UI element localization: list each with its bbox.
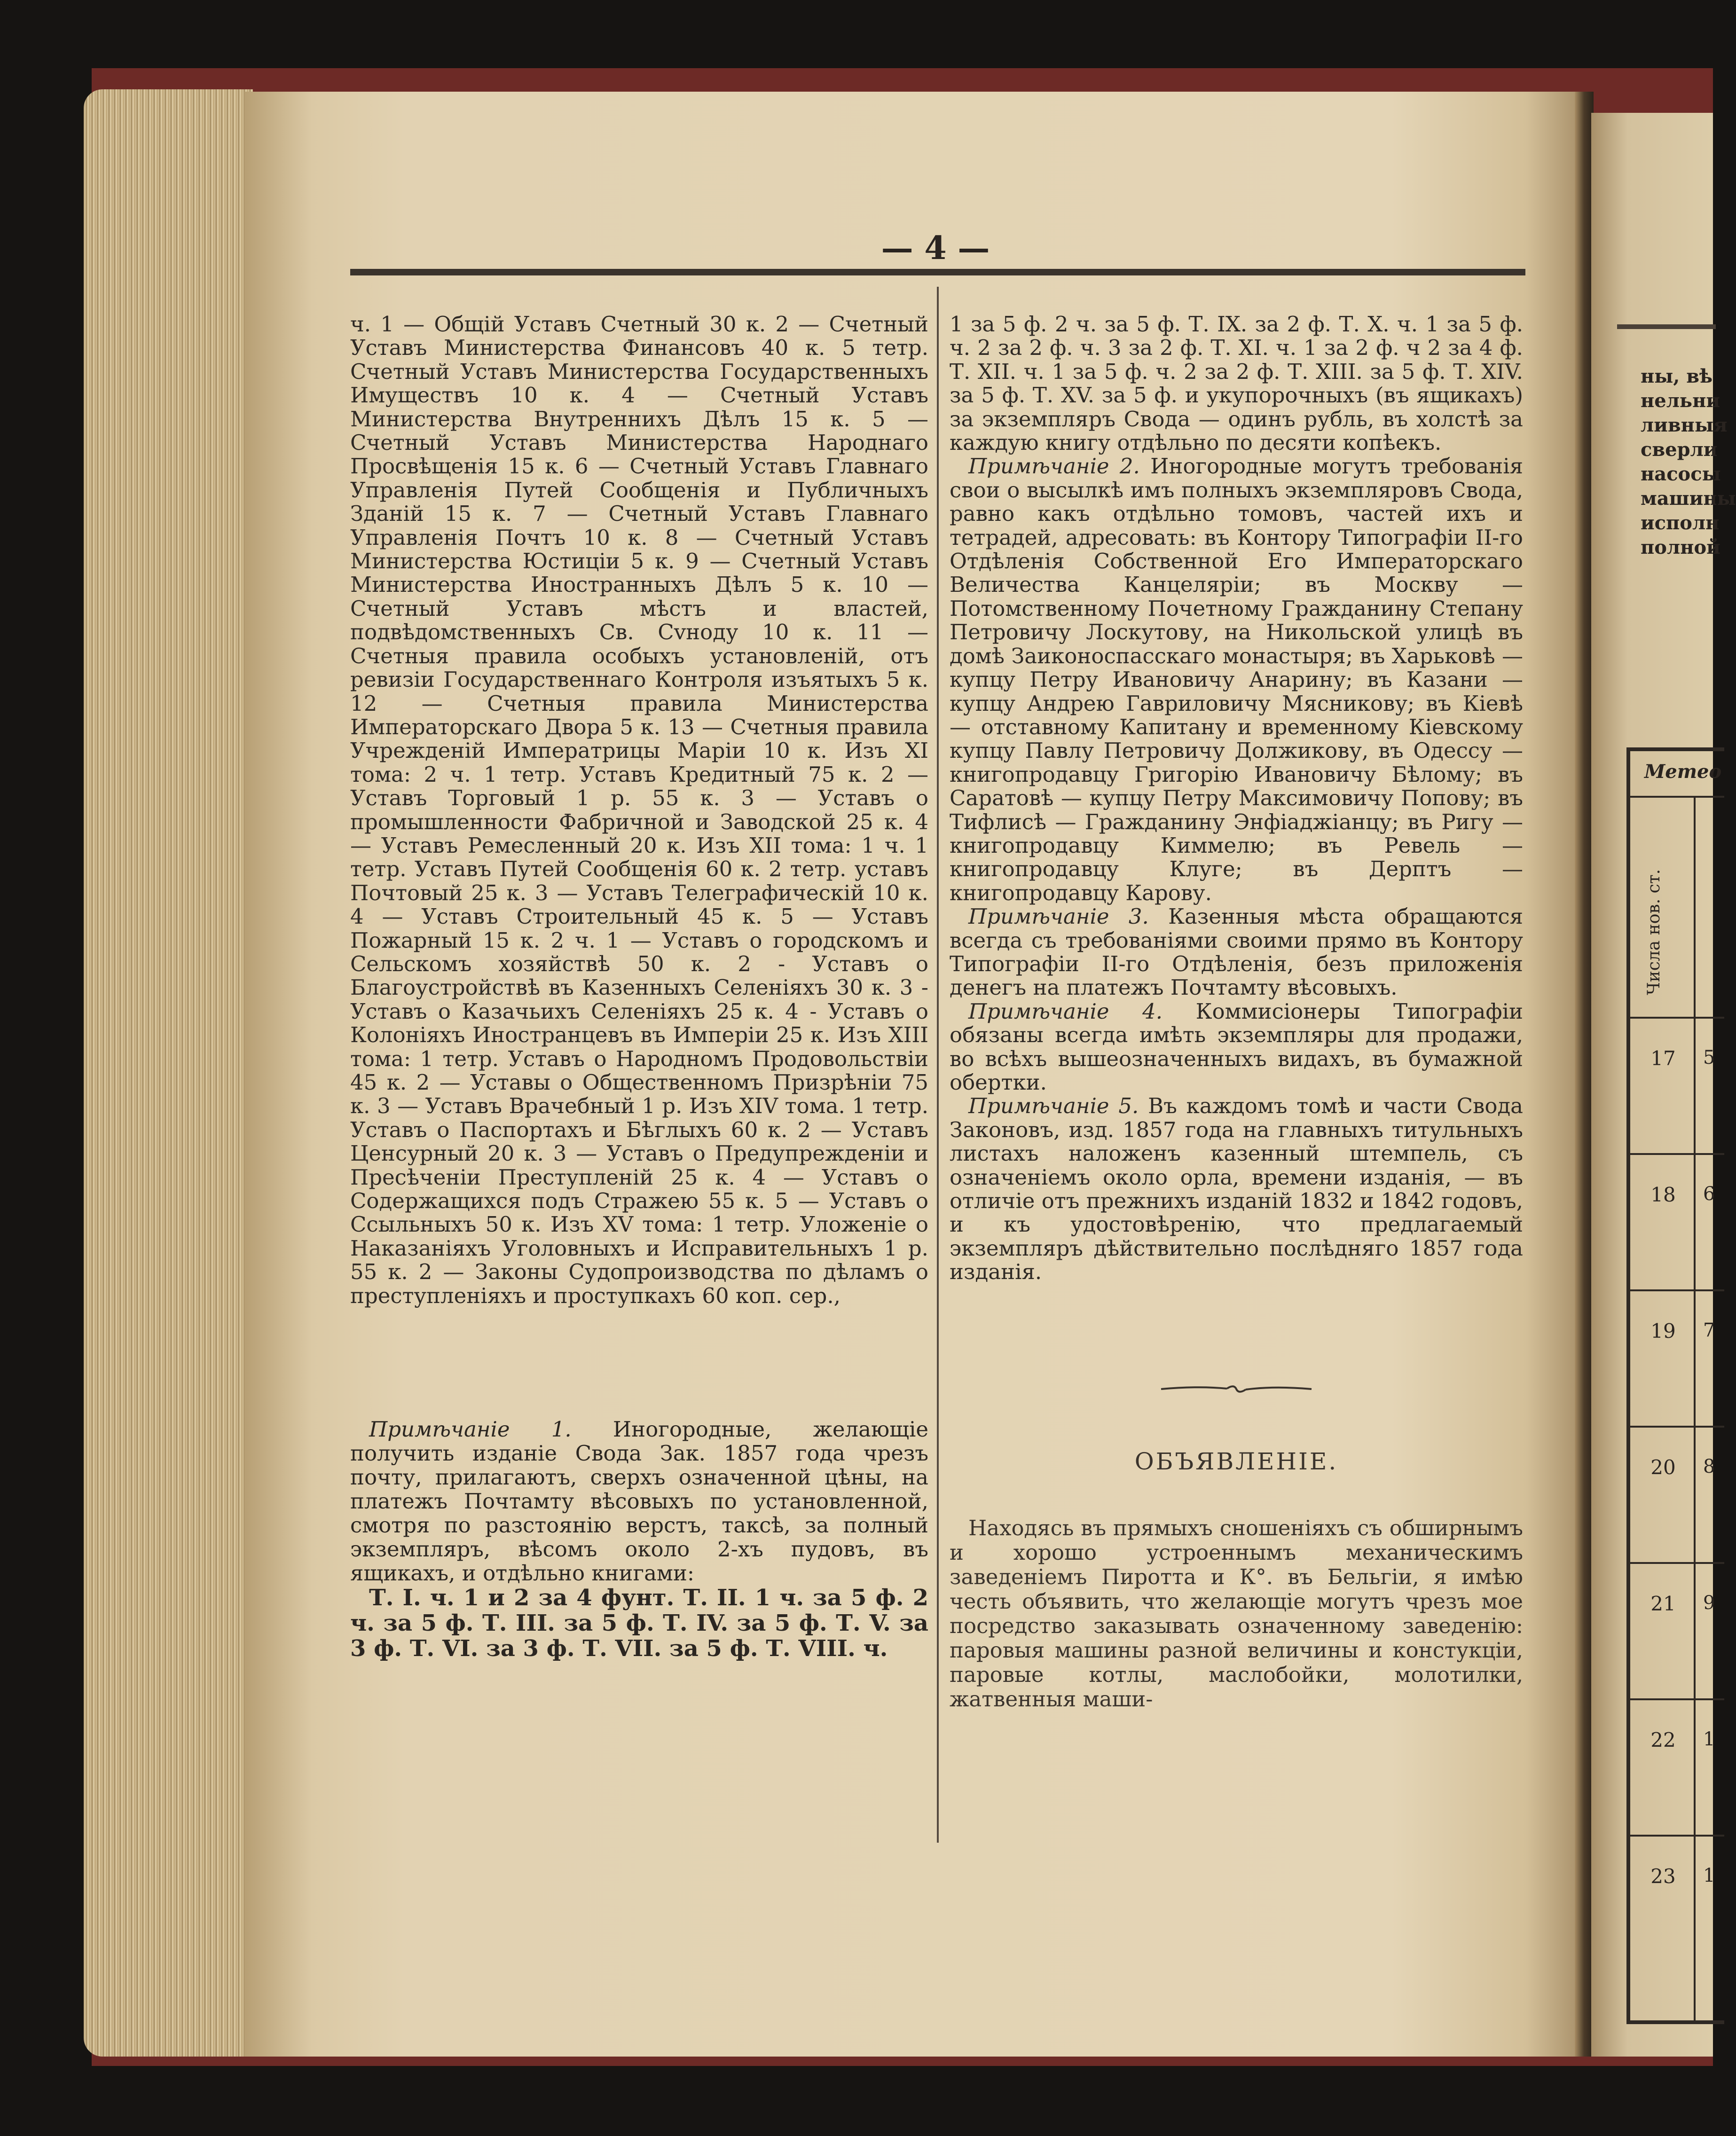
row-value: 1: [1703, 1728, 1715, 1750]
next-page-line: насосы: [1641, 463, 1721, 485]
table-row: [1630, 1426, 1724, 1536]
page-edges: [84, 89, 253, 2057]
page-number: — 4 —: [881, 229, 990, 267]
note-1-text: Иногородные, желающіе получить изданіе Свода Зак. 1857 года чрезъ почту, прилагаютъ, сверхъ означенной цѣны, на платежъ Почтамту вѣсовыхъ по установленной, смотря по разстоянію верстъ, таксѣ, за полный экземпляръ, вѣсомъ около 2-хъ пудовъ, въ ящикахъ, и отдѣльно книгами:: [350, 1417, 928, 1586]
weather-table-header: Метео: [1644, 761, 1722, 783]
next-page-line: ливныя: [1641, 414, 1728, 436]
note-4-text: Коммисіонеры Типографіи обязаны всегда имѣть экземпляры для продажи, во всѣхъ вышеозначенныхъ видахъ, въ бумажной обертки.: [950, 998, 1523, 1095]
table-row: [1630, 1289, 1724, 1399]
next-page-line: нельни: [1641, 390, 1720, 412]
row-value: 5: [1703, 1047, 1715, 1068]
table-row: [1630, 1698, 1724, 1808]
row-day: 22: [1650, 1728, 1676, 1751]
next-page-rule: [1617, 324, 1716, 329]
announcement-body: [950, 1516, 1523, 1712]
row-day: 18: [1650, 1183, 1676, 1206]
row-day: 19: [1650, 1319, 1676, 1343]
note-2-label: Примѣчаніе 2.: [968, 454, 1140, 479]
right-column: [950, 313, 1523, 1284]
next-page-line: полной: [1641, 536, 1720, 558]
left-column: [350, 313, 928, 1308]
table-row: [1630, 1562, 1724, 1672]
date-column-header: [1630, 796, 1724, 1019]
row-day: 23: [1650, 1865, 1676, 1888]
announcement-text: Находясь въ прямыхъ сношеніяхъ съ обширнымъ и хорошо устроеннымъ механическимъ заведеніемъ Пиротта и К°. въ Бельгіи, я имѣю честь объявить, что желающіе могутъ чрезъ мое посредство заказывать означенному заведенію: паровыя машины разной величины и констукціи, паровые котлы, маслобойки, молотилки, жатвенныя маши-: [950, 1516, 1523, 1712]
row-day: 21: [1650, 1592, 1676, 1615]
next-page-text: [1641, 364, 1736, 560]
note-5-text: Въ каждомъ томѣ и части Свода Законовъ, изд. 1857 года на главныхъ титульныхъ листахъ наложенъ казенный штемпель, съ означеніемъ около орла, времени изданія, — въ отличіе отъ прежнихъ изданій 1832 и 1842 годовъ, и къ удостовѣренію, что предлагаемый экземпляръ дѣйствительно послѣдняго 1857 года изданія.: [950, 1093, 1523, 1285]
note-2-text: Иногородные могутъ требованія свои о высылкѣ имъ полныхъ экземпляровъ Свода, равно какъ отдѣльно томовъ, частей ихъ и тетрадей, адресовать: въ Контору Типографіи II-го Отдѣленія Собственной Его Императорскаго Величества Канцеляріи; въ Москву — Потомственному Почетному Гражданину Степану Петровичу Лоскутову, на Никольской улицѣ въ домѣ Заиконоспасскаго монастыря; въ Харьковѣ — купцу Петру Ивановичу Анарину; въ Казани — купцу Андрею Гавриловичу Мясникову; въ Кіевѣ — отставному Капитану и временному Кіевскому купцу Павлу Петровичу Должикову, въ Одессу — книгопродавцу Григорію Ивановичу Бѣлому; въ Саратовѣ — купцу Петру Максимовичу Попову; въ Тифлисѣ — Гражданину Энфіаджіанцу; въ Ригу — книгопродавцу Киммелю; въ Ревель — книгопродавцу Клуге; въ Дерптъ — книгопродавцу Карову.: [950, 454, 1523, 905]
next-page: [1591, 113, 1736, 2057]
header-rule: [350, 269, 1525, 275]
row-value: 9: [1703, 1592, 1715, 1614]
next-page-line: сверли: [1641, 439, 1718, 461]
table-row: [1630, 1153, 1724, 1263]
continuation-text: 1 за 5 ф. 2 ч. за 5 ф. Т. IX. за 2 ф. Т. X. ч. 1 за 5 ф. ч. 2 за 2 ф. ч. 3 за 2 ф. Т. XI. ч. 1 за 2 ф. ч 2 за 4 ф. Т. XII. ч. 1 за 5 ф. ч. 2 за 2 ф. Т. XIII. за 5 ф. Т. XIV. за 5 ф. Т. XV. за 5 ф. и укупорочныхъ (въ ящикахъ) за экземпляръ Свода — одинъ рубль, въ холстѣ за каждую книгу отдѣльно по десяти копѣекъ.: [950, 312, 1523, 455]
date-column-label: Числа нов. ст.: [1644, 869, 1664, 995]
row-value: 6: [1703, 1183, 1715, 1205]
next-page-line: машины: [1641, 487, 1736, 510]
weather-table: [1626, 747, 1724, 2024]
note-3-label: Примѣчаніе 3.: [968, 904, 1149, 929]
column-divider: [937, 287, 939, 1843]
row-day: 17: [1650, 1047, 1676, 1070]
note-1-weights: Т. I. ч. 1 и 2 за 4 фунт. Т. II. 1 ч. за 5 ф. 2 ч. за 5 ф. Т. III. за 5 ф. Т. IV. за 5 ф. Т. V. за 3 ф. Т. VI. за 3 ф. Т. VII. за 5 ф. Т. VIII. ч.: [350, 1585, 928, 1662]
next-page-line: исполн: [1641, 512, 1720, 534]
row-value: 7: [1703, 1319, 1715, 1341]
table-row: [1630, 1835, 1724, 1945]
ornament-divider: [1156, 1382, 1316, 1396]
note-1: [350, 1417, 928, 1661]
note-5-label: Примѣчаніе 5.: [968, 1093, 1139, 1119]
row-value: 8: [1703, 1456, 1715, 1477]
table-row: [1630, 1017, 1724, 1127]
note-4-label: Примѣчаніе 4.: [968, 998, 1163, 1024]
left-column-text: ч. 1 — Общій Уставъ Счетный 30 к. 2 — Счетный Уставъ Министерства Финансовъ 40 к. 5 тетр. Счетный Уставъ Министерства Государственныхъ Имуществъ 10 к. 4 — Счетный Уставъ Министерства Внутреннихъ Дѣлъ 15 к. 5 — Счетный Уставъ Министерства Народнаго Просвѣщенія 15 к. 6 — Счетный Уставъ Главнаго Управленія Путей Сообщенія и Публичныхъ Зданій 15 к. 7 — Счетный Уставъ Главнаго Управленія Почтъ 10 к. 8 — Счетный Уставъ Министерства Юстиціи 5 к. 9 — Счетный Уставъ Министерства Иностранныхъ Дѣлъ 5 к. 10 — Счетный Уставъ мѣстъ и властей, подвѣдомственныхъ Св. Сvноду 10 к. 11 — Счетныя правила особыхъ установленій, отъ ревизіи Государственнаго Контроля изъятыхъ 5 к. 12 — Счетныя правила Министерства Императорскаго Двора 5 к. 13 — Счетныя правила Учрежденій Императрицы Маріи 10 к. Изъ XI тома: 2 ч. 1 тетр. Уставъ Кредитный 75 к. 2 — Уставъ Торговый 1 р. 55 к. 3 — Уставъ о промышленности Фабричной и Заводской 25 к. 4 — Уставъ Ремесленный 20 к. Изъ XII тома: 1 ч. 1 тетр. Уставъ Путей Сообщенія 60 к. 2 тетр. уставъ Почтовый 25 к. 3 — Уставъ Телеграфическій 10 к. 4 — Уставъ Строительный 45 к. 5 — Уставъ Пожарный 15 к. 2 ч. 1 — Уставъ о городскомъ и Сельскомъ хозяйствѣ 50 к. 2 - Уставъ о Благоустройствѣ въ Казенныхъ Селеніяхъ 30 к. 3 - Уставъ о Казачьихъ Селеніяхъ 25 к. 4 - Уставъ о Колоніяхъ Иностранцевъ въ Имперіи 25 к. Изъ XIII тома: 1 тетр. Уставъ о Народномъ Продовольствіи 45 к. 2 — Уставы о Общественномъ Призрѣніи 75 к. 3 — Уставъ Врачебный 1 р. Изъ XIV тома. 1 тетр. Уставъ о Паспортахъ и Бѣглыхъ 60 к. 2 — Уставъ Ценсурный 20 к. 3 — Уставъ о Предупрежденіи и Пресѣченіи Преступленій 25 к. 4 — Уставъ о Содержащихся подъ Стражею 55 к. 5 — Уставъ о Ссыльныхъ 50 к. Изъ XV тома: 1 тетр. Уложеніе о Наказаніяхъ Уголовныхъ и Исправительныхъ 1 р. 55 к. 2 — Законы Судопроизводства по дѣламъ о преступленіяхъ и проступкахъ 60 коп. сер.,: [350, 312, 928, 1308]
row-day: 20: [1650, 1456, 1676, 1479]
announcement-heading: ОБЪЯВЛЕНІЕ.: [1134, 1448, 1338, 1475]
note-1-label: Примѣчаніе 1.: [369, 1417, 572, 1442]
note-3-text: Казенныя мѣста обращаются всегда съ требованіями своими прямо въ Контору Типографіи II-го Отдѣленія, безъ приложенія денегъ на платежъ Почтамту вѣсовыхъ.: [950, 904, 1523, 1000]
book-gutter: [1575, 92, 1594, 2057]
next-page-line: ны, вѣ: [1641, 365, 1713, 387]
row-value: 1: [1703, 1865, 1715, 1886]
